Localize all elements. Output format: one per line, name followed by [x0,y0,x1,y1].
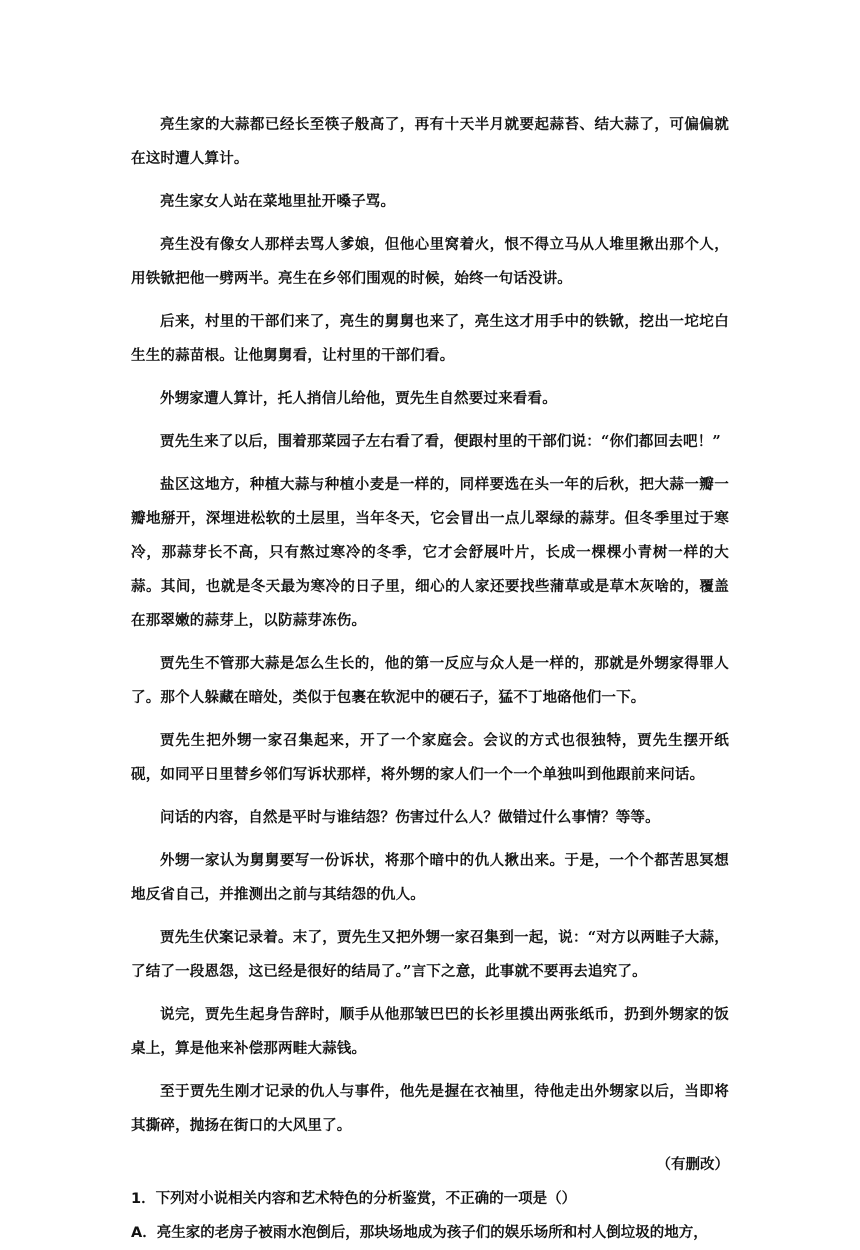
story-paragraph: 贾先生不管那大蒜是怎么生长的，他的第一反应与众人是一样的，那就是外甥家得罪人了。那个人躲藏在暗处，类似于包裹在软泥中的硬石子，猛不丁地硌他们一下。 [131,655,729,706]
story-paragraph: 亮生家女人站在菜地里扯开嗓子骂。 [160,193,396,210]
story-paragraph: 后来，村里的干部们来了，亮生的舅舅也来了，亮生这才用手中的铁锨，挖出一坨坨白生生的蒜苗根。让他舅舅看，让村里的干部们看。 [131,313,729,364]
story-paragraph: 问话的内容，自然是平时与谁结怨？伤害过什么人？做错过什么事情？等等。 [160,809,660,826]
story-paragraph: 盐区这地方，种植大蒜与种植小麦是一样的，同样要选在头一年的后秋，把大蒜一瓣一瓣地掰开，深埋进松软的土层里，当年冬天，它会冒出一点儿翠绿的蒜芽。但冬季里过于寒冷，那蒜芽长不高，只有熬过寒冷的冬季，它才会舒展叶片，长成一棵棵小青树一样的大蒜。其间，也就是冬天最为寒冷的日子里，细心的人家还要找些蒲草或是草木灰啥的，覆盖在那翠嫩的蒜芽上，以防蒜芽冻伤。 [131,476,729,629]
story-paragraph: 亮生没有像女人那样去骂人爹娘，但他心里窝着火，恨不得立马从人堆里揪出那个人，用铁锨把他一劈两半。亮生在乡邻们围观的时候，始终一句话没讲。 [131,236,729,287]
story-paragraph: 外甥一家认为舅舅要写一份诉状，将那个暗中的仇人揪出来。于是，一个个都苦思冥想地反省自己，并推测出之前与其结怨的仇人。 [131,852,729,903]
question-stem: 1．下列对小说相关内容和艺术特色的分析鉴赏，不正确的一项是（） [131,1191,577,1207]
story-paragraph: 亮生家的大蒜都已经长至筷子般高了，再有十天半月就要起蒜苔、结大蒜了，可偏偏就在这时遭人算计。 [131,116,729,167]
source-note: （有删改） [656,1156,729,1173]
story-paragraph: 说完，贾先生起身告辞时，顺手从他那皱巴巴的长衫里摸出两张纸币，扔到外甥家的饭桌上，算是他来补偿那两畦大蒜钱。 [131,1006,729,1057]
document-body [131,108,729,1250]
story-paragraph: 贾先生来了以后，围着那菜园子左右看了看，便跟村里的干部们说：“你们都回去吧！” [160,433,721,450]
story-paragraph: 贾先生伏案记录着。末了，贾先生又把外甥一家召集到一起，说：“对方以两畦子大蒜，了结了一段恩怨，这已经是很好的结局了。”言下之意，此事就不要再去追究了。 [131,929,729,980]
story-paragraph: 贾先生把外甥一家召集起来，开了一个家庭会。会议的方式也很独特，贾先生摆开纸砚，如同平日里替乡邻们写诉状那样，将外甥的家人们一个一个单独叫到他跟前来问话。 [131,732,729,783]
story-paragraph: 外甥家遭人算计，托人捎信儿给他，贾先生自然要过来看看。 [160,390,557,407]
story-paragraph: 至于贾先生刚才记录的仇人与事件，他先是握在衣袖里，待他走出外甥家以后，当即将其撕碎，抛扬在街口的大风里了。 [131,1083,729,1134]
question-option-a: A．亮生家的老房子被雨水泡倒后，那块场地成为孩子们的娱乐场所和村人倒垃圾的地方， [131,1225,708,1241]
